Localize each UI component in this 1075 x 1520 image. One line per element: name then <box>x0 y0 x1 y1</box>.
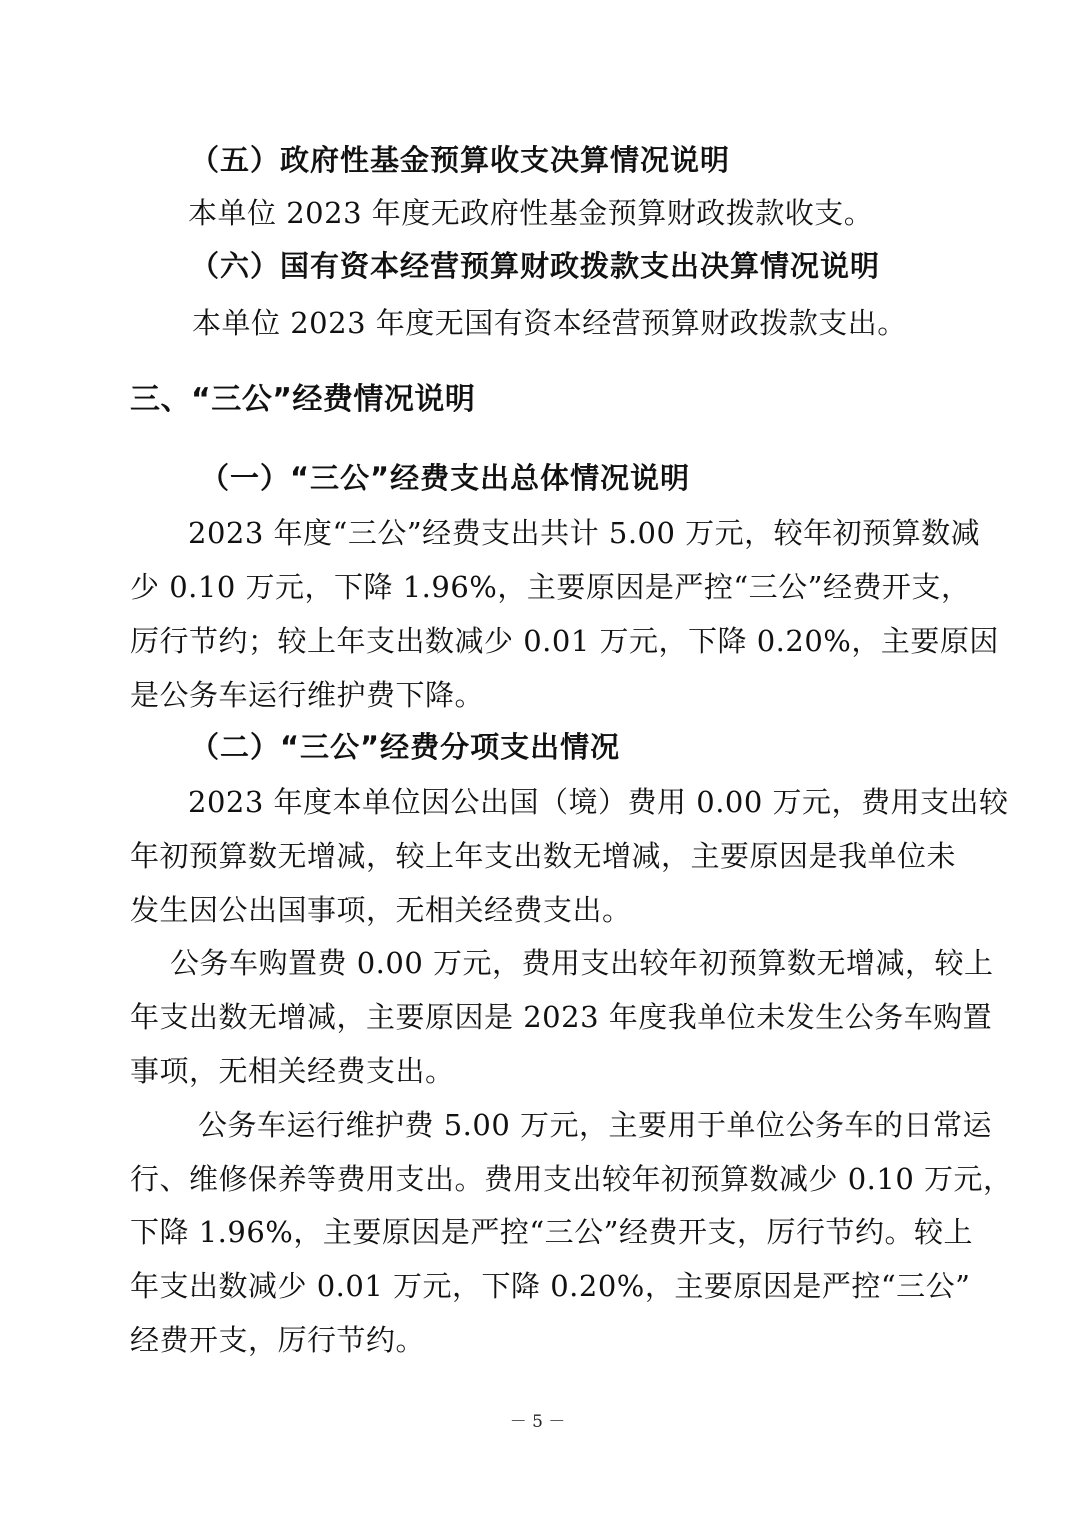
section-three-public-title: 三、“三公”经费情况说明 <box>130 382 476 417</box>
overall-line-1: 2023 年度“三公”经费支出共计 5.00 万元，较年初预算数减 <box>188 516 981 550</box>
subheading-overall: （一）“三公”经费支出总体情况说明 <box>200 461 691 495</box>
overall-line-2: 少 0.10 万元，下降 1.96%，主要原因是严控“三公”经费开支， <box>130 570 971 604</box>
paragraph-state-capital: 本单位 2023 年度无国有资本经营预算财政拨款支出。 <box>192 306 907 340</box>
paragraph-government-fund: 本单位 2023 年度无政府性基金预算财政拨款收支。 <box>188 196 874 230</box>
purchase-line-3: 事项，无相关经费支出。 <box>130 1054 455 1088</box>
heading-state-capital: （六）国有资本经营预算财政拨款支出决算情况说明 <box>190 249 881 283</box>
abroad-line-3: 发生因公出国事项，无相关经费支出。 <box>130 893 632 927</box>
heading-government-fund: （五）政府性基金预算收支决算情况说明 <box>190 143 731 177</box>
subheading-itemized: （二）“三公”经费分项支出情况 <box>190 730 621 764</box>
overall-line-3: 厉行节约；较上年支出数减少 0.01 万元，下降 0.20%，主要原因 <box>130 624 999 658</box>
maintenance-line-4: 年支出数减少 0.01 万元，下降 0.20%，主要原因是严控“三公” <box>130 1269 971 1303</box>
maintenance-line-5: 经费开支，厉行节约。 <box>130 1323 426 1357</box>
page-number: － 5 － <box>509 1412 566 1432</box>
purchase-line-2: 年支出数无增减，主要原因是 2023 年度我单位未发生公务车购置 <box>130 1000 993 1034</box>
maintenance-line-3: 下降 1.96%，主要原因是严控“三公”经费开支，厉行节约。较上 <box>130 1215 973 1249</box>
overall-line-4: 是公务车运行维护费下降。 <box>130 678 485 712</box>
maintenance-line-2: 行、维修保养等费用支出。费用支出较年初预算数减少 0.10 万元， <box>130 1162 1013 1196</box>
abroad-line-2: 年初预算数无增减，较上年支出数无增减，主要原因是我单位未 <box>130 839 957 873</box>
maintenance-line-1: 公务车运行维护费 5.00 万元，主要用于单位公务车的日常运 <box>198 1108 993 1142</box>
abroad-line-1: 2023 年度本单位因公出国（境）费用 0.00 万元，费用支出较 <box>188 785 1009 819</box>
purchase-line-1: 公务车购置费 0.00 万元，费用支出较年初预算数无增减，较上 <box>170 946 994 980</box>
